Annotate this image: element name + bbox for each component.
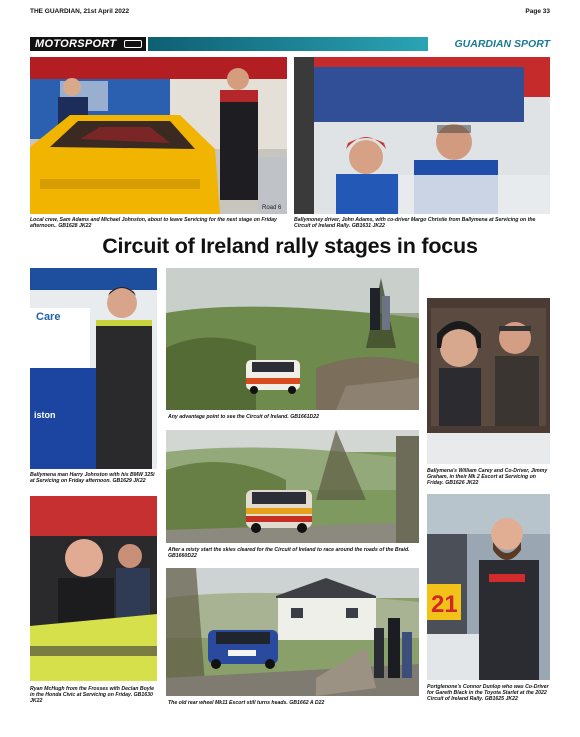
section-label [30, 37, 146, 51]
caption-adams-christie: Ballymoney driver, John Adams, with co-driver Margo Christie from Ballymena at Servicing on the Circuit of Ireland Rally. GB1631 JK22 [294, 217, 536, 230]
photo-ryan-mchugh [30, 496, 157, 681]
caption-mk2-escort: The old rear wheel Mk11 Escort still turns heads. GB1662 A D22 [168, 700, 325, 706]
page-headline: Circuit of Ireland rally stages in focus [102, 234, 478, 258]
photo-advantage-point [166, 268, 419, 410]
newspaper-dateline: THE GUARDIAN, 21st April 2022 [30, 8, 130, 15]
brand-label: GUARDIAN SPORT [454, 38, 550, 50]
photo-local-crew [30, 57, 287, 214]
photo-carey-graham [427, 268, 550, 464]
photo-mk2-escort [166, 568, 419, 696]
car-plate-text: Road 6 [262, 205, 282, 211]
caption-braid-roads: After a misty start the skies cleared for the Circuit of Ireland to race around the roads of the Braid. GB1660D22 [168, 547, 410, 560]
caption-carey-graham: Ballymena's William Carey and Co-Driver, Jimmy Graham, in their Mk 2 Escort at Servicing on Friday. GB1626 JK22 [427, 468, 548, 487]
section-title: MOTORSPORT [35, 38, 117, 50]
caption-harry-johnston: Ballymena man Harry Johnston with his BMW 325i at Servicing on Friday afternoon. GB1629 JK22 [30, 472, 155, 485]
photo-braid-roads [166, 430, 419, 543]
caption-advantage-point: Any advantage point to see the Circuit of Ireland. GB1661D22 [168, 414, 320, 420]
caption-local-crew: Local crew, Sam Adams and Michael Johnston, about to leave Servicing for the next stage on Friday afternoon.. GB1628 JK22 [30, 217, 277, 230]
car-side-text: iston [34, 410, 56, 420]
caption-ryan-mchugh: Ryan McHugh from the Frosses with Declan Boyle in the Honda Civic at Servicing on Friday. GB1630 JK22 [30, 686, 154, 705]
photo-connor-dunlop [427, 494, 550, 680]
photo-adams-christie [294, 57, 550, 214]
section-gradient-bar [148, 37, 428, 51]
car-icon [124, 40, 142, 48]
rally-number: 21 [431, 591, 458, 618]
photo-harry-johnston [30, 268, 157, 469]
caption-connor-dunlop: Portglenone's Connor Dunlop who was Co-Driver for Gareth Black in the Toyota Starlet at the 2022 Circuit of Ireland Rally. GB1625 JK22 [427, 684, 549, 703]
section-header [30, 37, 550, 51]
page-number: Page 33 [525, 8, 550, 15]
banner-text: Care [36, 311, 61, 323]
